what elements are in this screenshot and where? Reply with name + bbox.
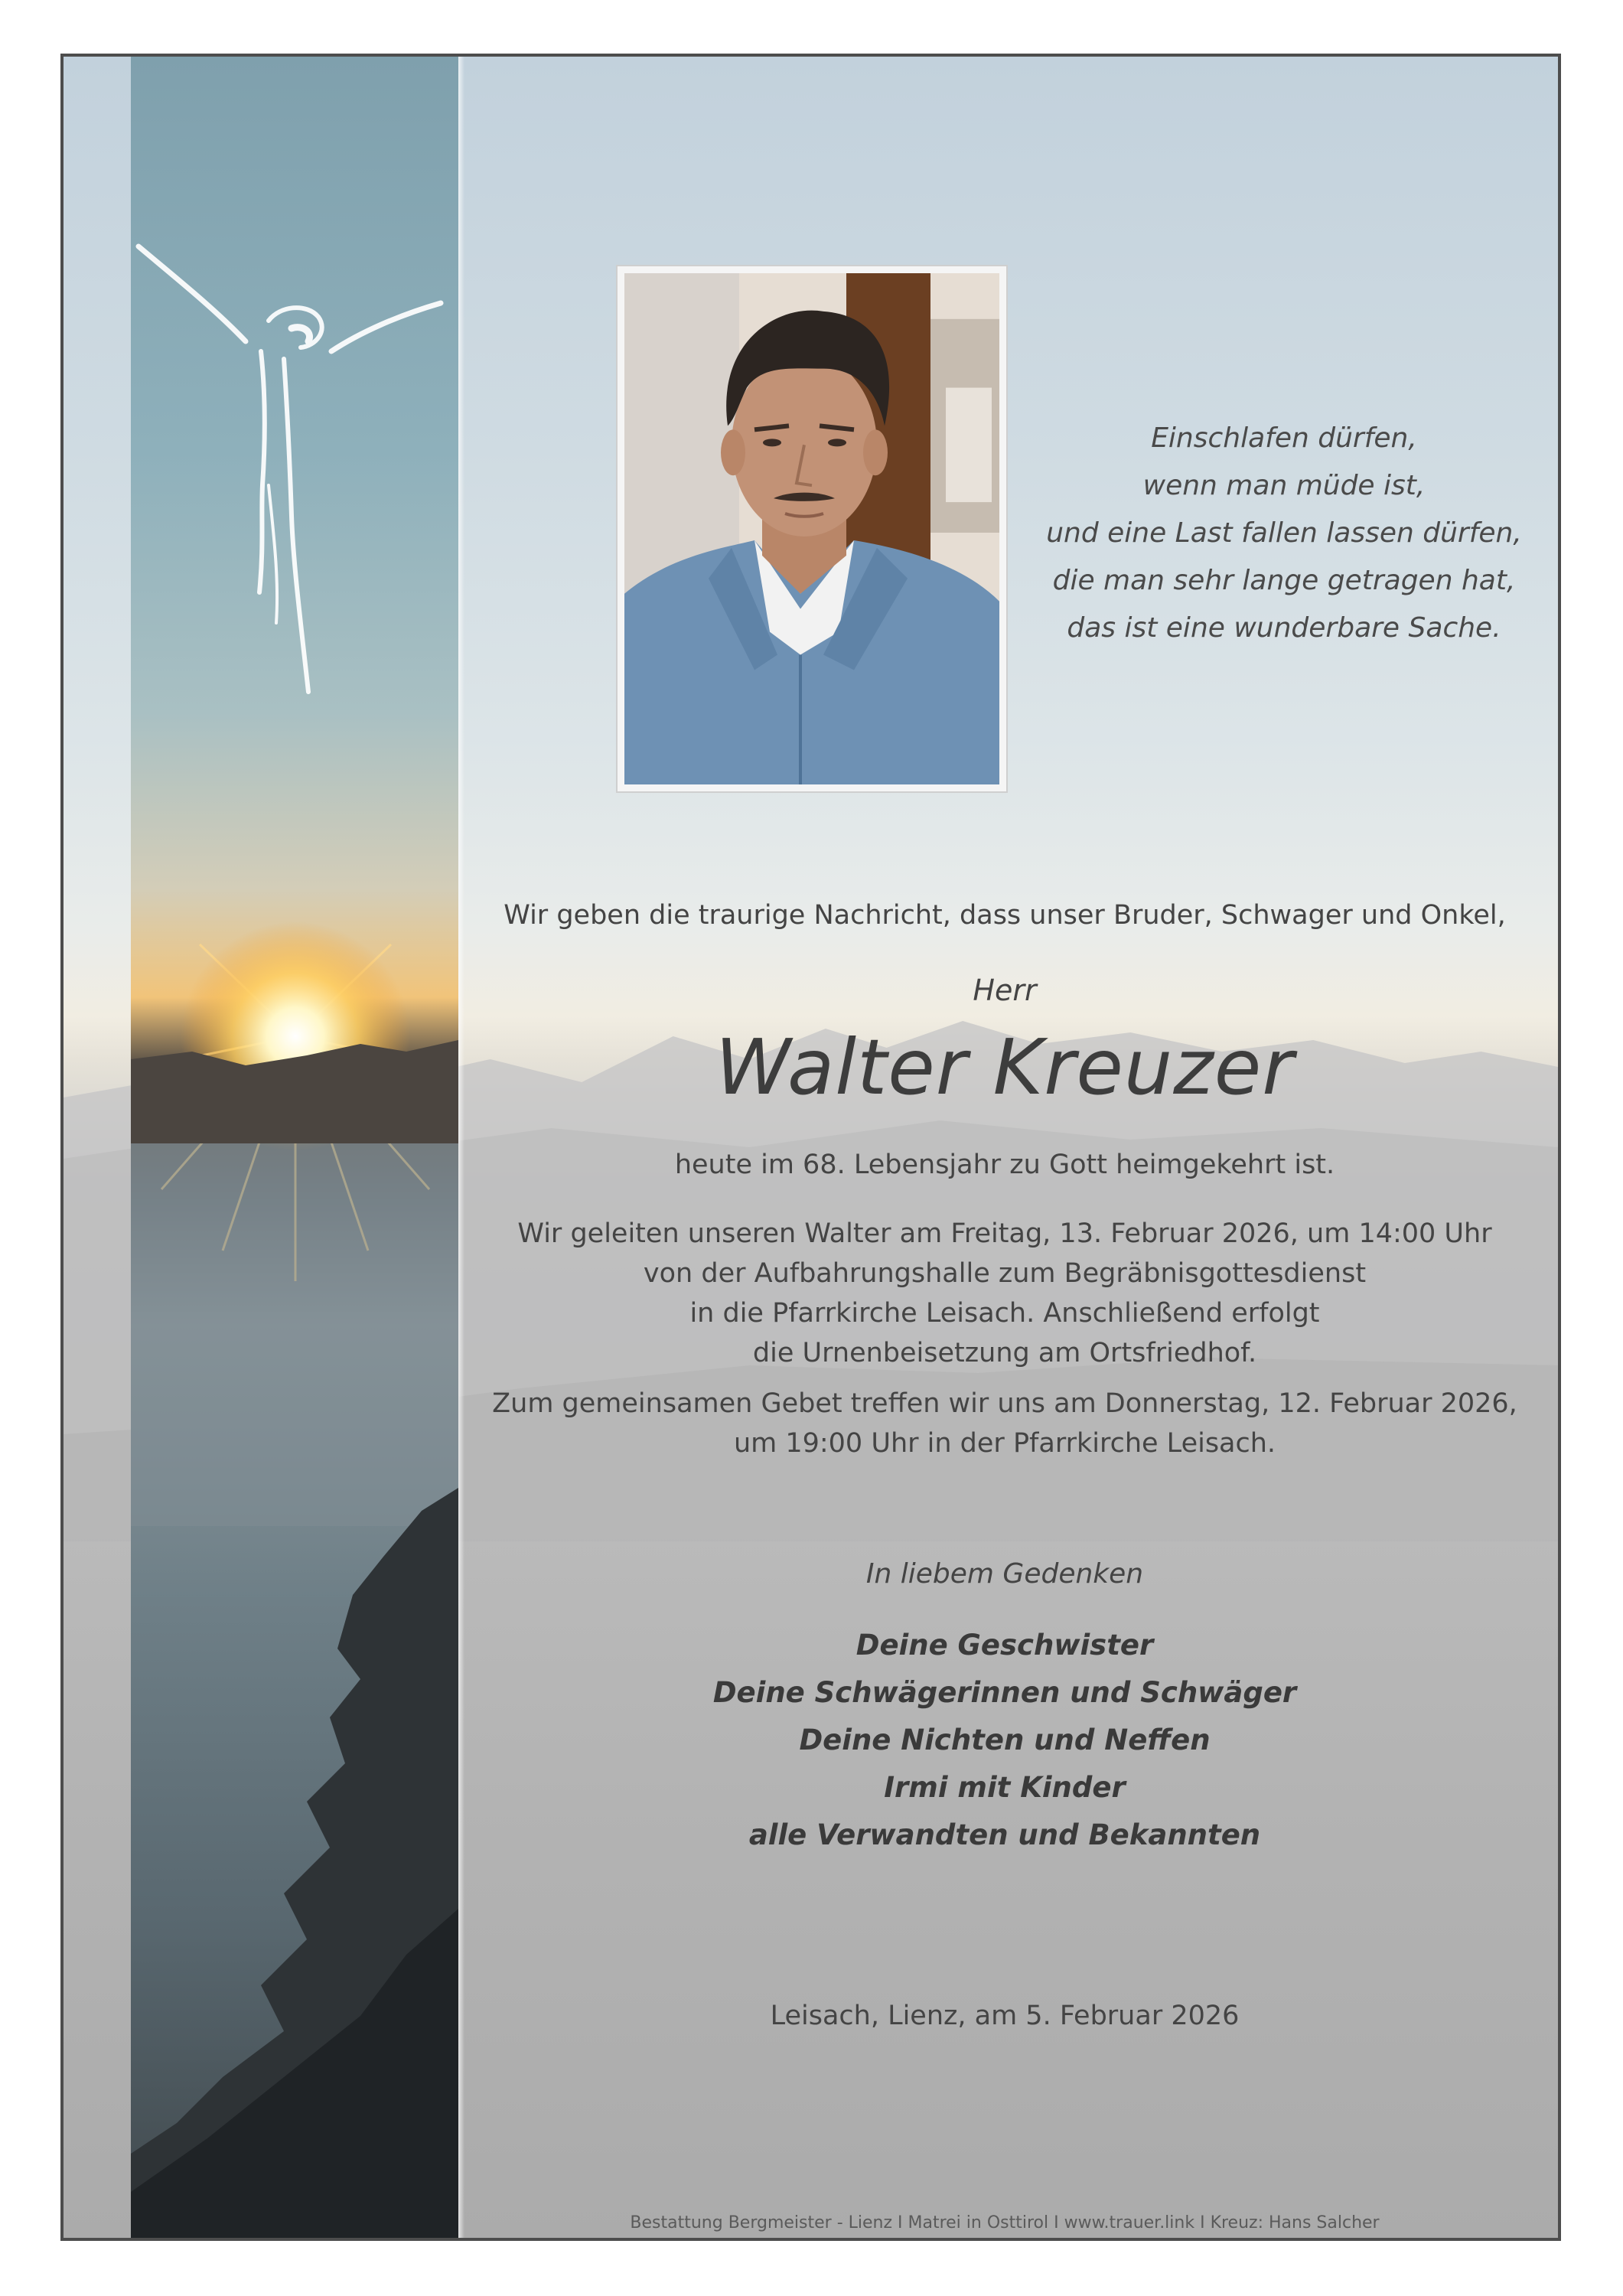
prayer-details [469, 1384, 1540, 1463]
age-line: heute im 68. Lebensjahr zu Gott heimgekehrt ist. [674, 1150, 1335, 1180]
poem-line: Einschlafen dürfen, [1151, 422, 1417, 454]
strip-edge-highlight [458, 57, 464, 2238]
obituary-card [60, 54, 1561, 2241]
funeral-line: von der Aufbahrungshalle zum Begräbnisgottesdienst [643, 1258, 1367, 1289]
salutation: Herr [973, 974, 1037, 1007]
memory-heading: In liebem Gedenken [865, 1558, 1144, 1590]
poem-line: das ist eine wunderbare Sache. [1067, 612, 1501, 644]
funeral-details [469, 1214, 1540, 1373]
mourner: Deine Nichten und Neffen [799, 1724, 1211, 1756]
funeral-line: Wir geleiten unseren Walter am Freitag, 13. Februar 2026, um 14:00 Uhr [517, 1218, 1492, 1249]
place-date: Leisach, Lienz, am 5. Februar 2026 [770, 2001, 1240, 2031]
mourner: Irmi mit Kinder [884, 1771, 1126, 1804]
mourner: Deine Geschwister [855, 1629, 1154, 1662]
poem-line: die man sehr lange getragen hat, [1052, 565, 1516, 596]
sunrise-landscape-image [131, 57, 458, 2238]
funeral-line: in die Pfarrkirche Leisach. Anschließend erfolgt [689, 1298, 1320, 1329]
prayer-line: Zum gemeinsamen Gebet treffen wir uns am Donnerstag, 12. Februar 2026, [492, 1388, 1517, 1419]
funeral-line: die Urnenbeisetzung am Ortsfriedhof. [752, 1338, 1257, 1368]
mourner: alle Verwandten und Bekannten [748, 1818, 1261, 1851]
portrait-photo [616, 265, 1008, 793]
footer-credits: Bestattung Bergmeister - Lienz I Matrei in Osttirol I www.trauer.link I Kreuz: Hans Salcher [630, 2213, 1380, 2232]
announcement-intro: Wir geben die traurige Nachricht, dass unser Bruder, Schwager und Onkel, [504, 900, 1506, 931]
poem [1020, 415, 1548, 652]
portrait-image [624, 273, 999, 784]
poem-line: wenn man müde ist, [1142, 470, 1426, 501]
deceased-name: Walter Kreuzer [715, 1022, 1295, 1112]
mourners-list [469, 1622, 1540, 1859]
prayer-line: um 19:00 Uhr in der Pfarrkirche Leisach. [733, 1428, 1276, 1459]
mourner: Deine Schwägerinnen und Schwäger [712, 1676, 1297, 1709]
poem-line: und eine Last fallen lassen dürfen, [1046, 517, 1522, 549]
sunrise-photo-strip [131, 57, 458, 2238]
